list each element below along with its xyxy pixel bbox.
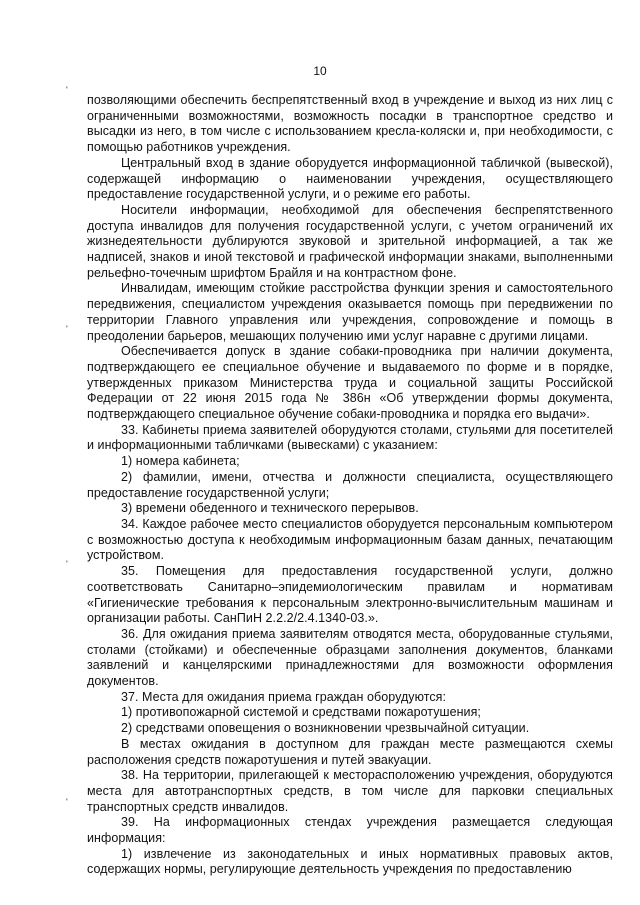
list-item: 1) противопожарной системой и средствами пожаротушения; xyxy=(121,705,481,720)
paragraph: Инвалидам, имеющим стойкие расстройства функции зрения и самостоятельного передвижения, специалистом учреждения оказывается помощь при передвижении по территории Главного управления или учреждения, сопровождение и помощь в преодолении барьеров, мешающих получению ими услуг наравне с другими лицами. xyxy=(87,281,613,343)
paragraph: 36. Для ожидания приема заявителям отводятся места, оборудованные стульями, столами (стойками) и обеспеченные образцами заполнения документов, бланками заявлений и канцелярскими принадлежностями для возможности оформления документов. xyxy=(87,626,613,689)
list-item: 1) номера кабинета; xyxy=(121,454,240,469)
paragraph: 39. На информационных стендах учреждения размещается следующая информация: xyxy=(87,815,613,846)
page-number: 10 xyxy=(313,64,327,78)
margin-mark: ' xyxy=(66,797,68,807)
paragraph: 34. Каждое рабочее место специалистов оборудуется персональным компьютером с возможностью доступа к необходимым информационным базам данных, печатающим устройством. xyxy=(87,516,613,563)
paragraph: 33. Кабинеты приема заявителей оборудуются столами, стульями для посетителей и информационными табличками (вывесками) с указанием: xyxy=(87,422,613,453)
list-item: 2) фамилии, имени, отчества и должности специалиста, осуществляющего предоставление государственной услуги; xyxy=(87,469,613,500)
document-body xyxy=(87,93,613,878)
margin-mark: ' xyxy=(66,559,68,569)
paragraph: 37. Места для ожидания приема граждан оборудуются: xyxy=(121,689,447,704)
paragraph: позволяющими обеспечить беспрепятственный вход в учреждение и выход из них лиц с ограниченными возможностями, возможность посадки в транспортное средство и высадки из него, в том числе с использованием кресла-коляски и, при необходимости, с помощью работников учреждения. xyxy=(87,93,613,155)
paragraph: Носители информации, необходимой для обеспечения беспрепятственного доступа инвалидов для получения государственной услуги, с учетом ограничений их жизнедеятельности дублируются звуковой и зрительной информацией, а так же надписей, знаков и иной текстовой и графической информации знаками, выполненными рельефно-точечным шрифтом Брайля и на контрастном фоне. xyxy=(87,202,613,280)
list-item: 3) времени обеденного и технического перерывов. xyxy=(121,501,419,516)
margin-mark: ' xyxy=(66,324,68,334)
list-item: 2) средствами оповещения о возникновении чрезвычайной ситуации. xyxy=(121,721,530,736)
list-item: 1) извлечение из законодательных и иных нормативных правовых актов, содержащих нормы, регулирующие деятельность учреждения по предоставлению xyxy=(87,846,613,877)
paragraph: 38. На территории, прилегающей к месторасположению учреждения, оборудуются места для автотранспортных средств, в том числе для парковки специальных транспортных средств инвалидов. xyxy=(87,768,613,814)
paragraph: Центральный вход в здание оборудуется информационной табличкой (вывеской), содержащей информацию о наименовании учреждения, осуществляющего предоставление государственной услуги, и о режиме его работы. xyxy=(87,155,613,202)
margin-mark: ' xyxy=(66,85,68,95)
paragraph: В местах ожидания в доступном для граждан месте размещаются схемы расположения средств пожаротушения и путей эвакуации. xyxy=(87,736,613,767)
paragraph: Обеспечивается допуск в здание собаки-проводника при наличии документа, подтверждающего ее специальное обучение и выдаваемого по форме и в порядке, утвержденных приказом Министерства труда и социальной защиты Российской Федерации от 22 июня 2015 года № 386н «Об утверждении формы документа, подтверждающего специальное обучение собаки-проводника и порядка его выдачи». xyxy=(87,344,613,422)
paragraph: 35. Помещения для предоставления государственной услуги, должно соответствовать Санитарно–эпидемиологическим правилам и нормативам «Гигиенические требования к персональным электронно-вычислительным машинам и организации работы. СанПиН 2.2.2/2.4.1340-03.». xyxy=(87,564,613,626)
